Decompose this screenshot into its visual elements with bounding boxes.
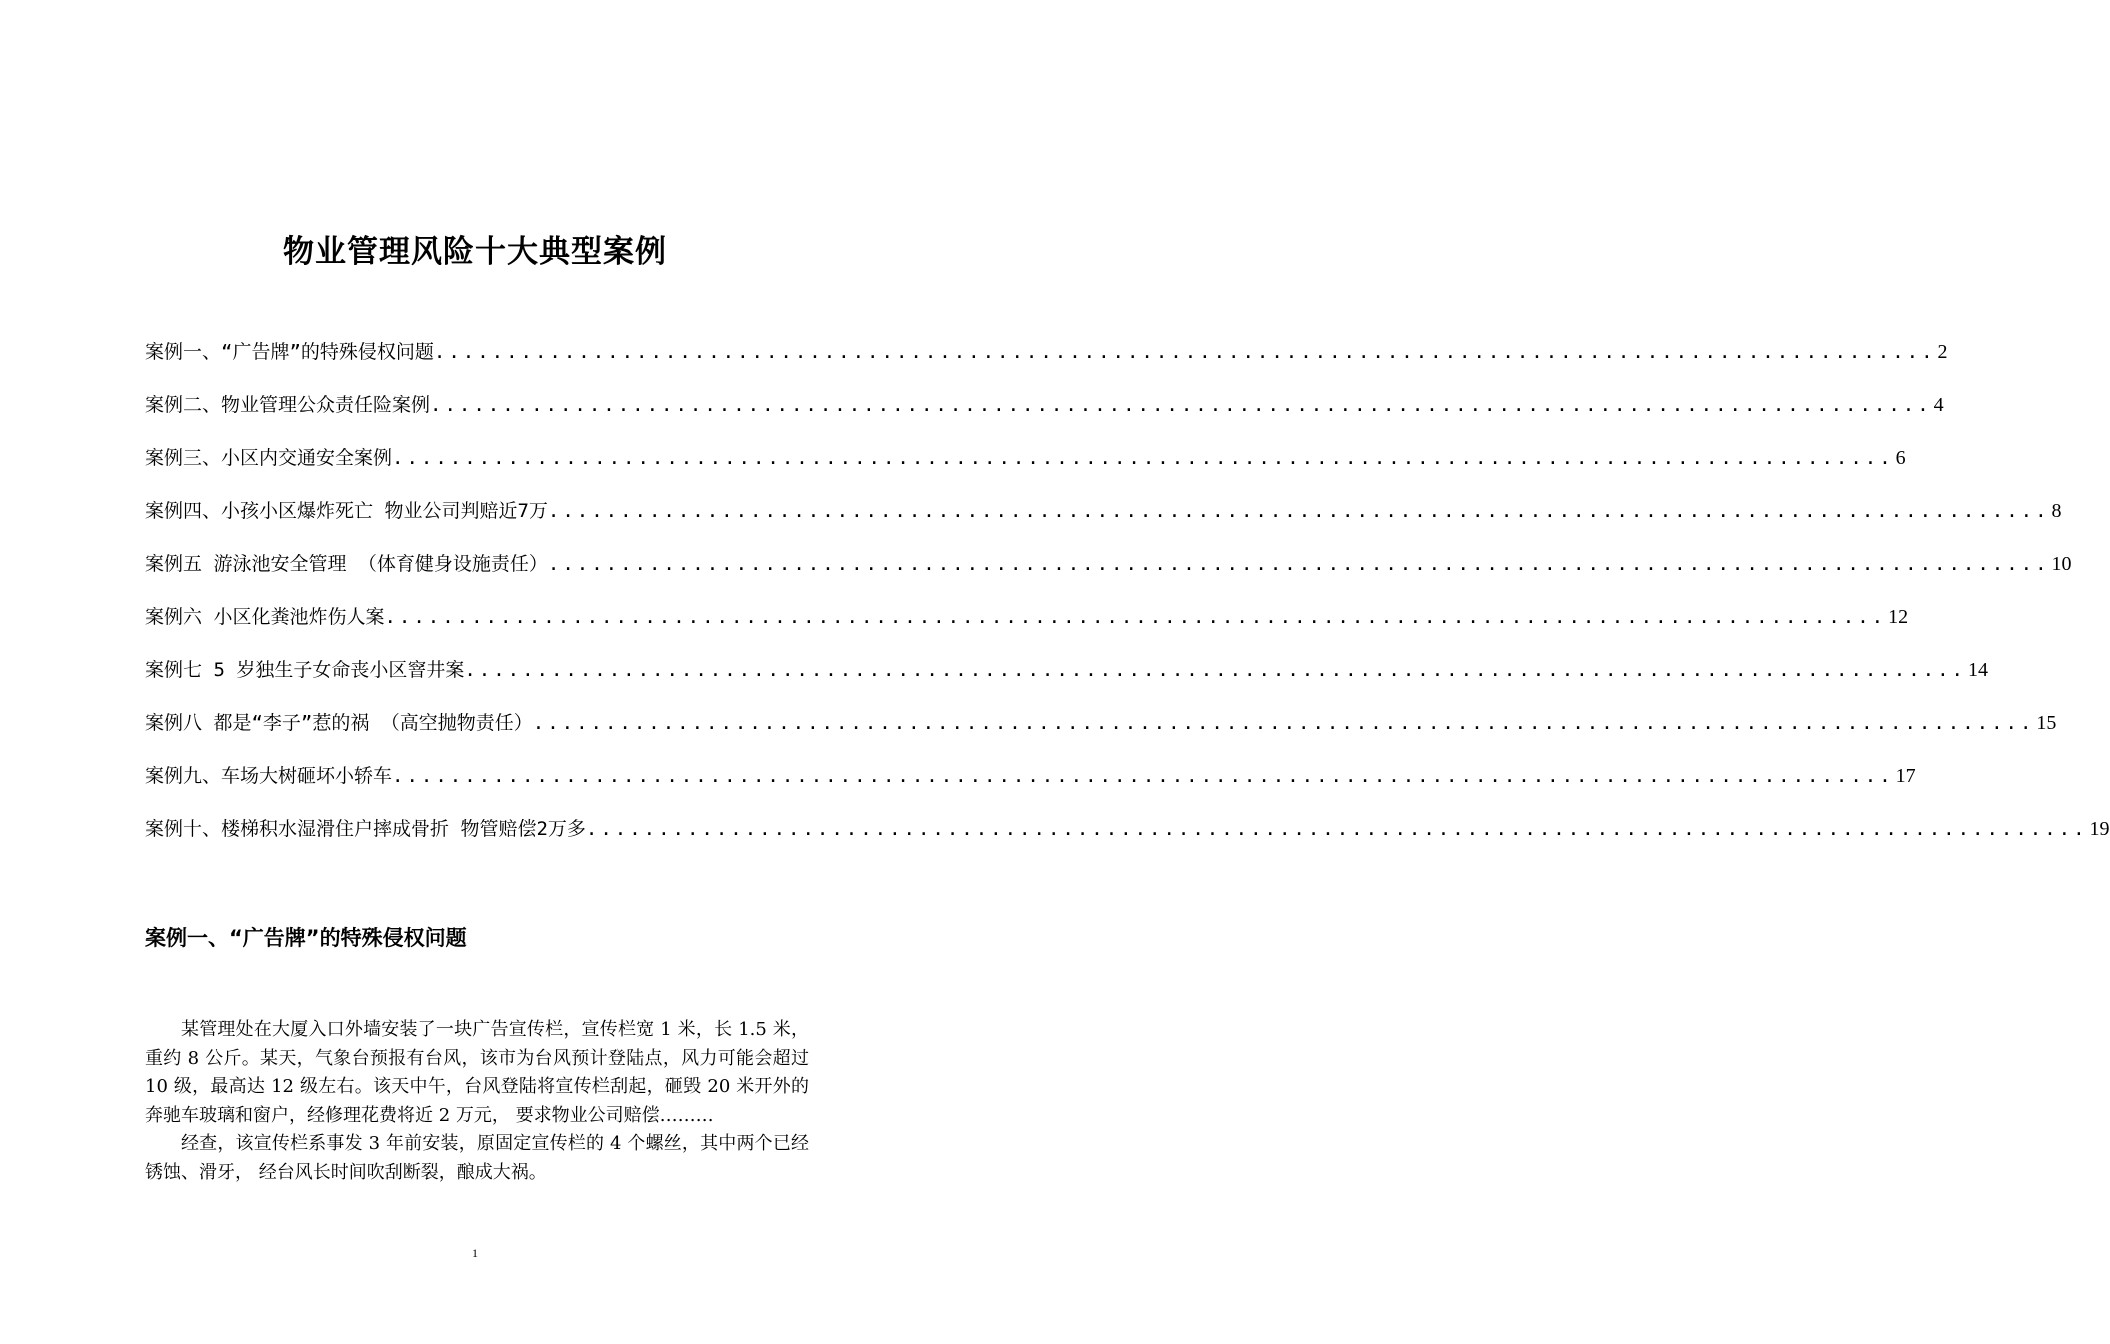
toc-entry[interactable] — [145, 337, 1948, 390]
toc-entry-title: 案例三、小区内交通安全案例 — [145, 447, 393, 469]
body-paragraph: 经查，该宣传栏系事发 3 年前安装，原固定宣传栏的 4 个螺丝，其中两个已经锈蚀、滑牙， 经台风长时间吹刮断裂，酿成大祸。 — [145, 1133, 809, 1183]
toc-leader-dots: ........................................................................................................ — [585, 818, 2088, 840]
toc-leader-dots: ........................................................................................................ — [547, 500, 2050, 522]
toc-entry[interactable] — [145, 496, 2062, 549]
toc-entry-title: 案例九、车场大树砸坏小轿车 — [145, 765, 393, 787]
toc-entry[interactable] — [145, 390, 1944, 443]
toc-entry-page: 2 — [1937, 341, 1948, 363]
toc-leader-dots: ........................................................................................................ — [532, 712, 2035, 734]
toc-entry-title: 案例十、楼梯积水湿滑住户摔成骨折 物管赔偿2万多 — [145, 818, 586, 840]
table-of-contents — [145, 337, 2110, 867]
toc-entry-page: 17 — [1895, 765, 1916, 787]
page-number: 1 — [472, 1246, 478, 1260]
toc-entry-title: 案例五 游泳池安全管理 （体育健身设施责任） — [145, 553, 548, 575]
toc-entry-page: 10 — [2051, 553, 2072, 575]
toc-entry-title: 案例六 小区化粪池炸伤人案 — [145, 606, 385, 628]
toc-entry-page: 12 — [1888, 606, 1909, 628]
toc-leader-dots: ........................................................................................................ — [430, 394, 1932, 416]
toc-leader-dots: ........................................................................................................ — [433, 341, 1936, 363]
toc-entry-title: 案例一、“广告牌”的特殊侵权问题 — [145, 341, 434, 363]
toc-entry-title: 案例四、小孩小区爆炸死亡 物业公司判赔近7万 — [145, 500, 548, 522]
toc-entry-page: 6 — [1895, 447, 1906, 469]
body-paragraph: 某管理处在大厦入口外墙安装了一块广告宣传栏，宣传栏宽 1 米，长 1.5 米，重约 8 公斤。某天，气象台预报有台风，该市为台风预计登陆点，风力可能会超过 10 级，最高达 12 级左右。该天中午，台风登陆将宣传栏刮起，砸毁 20 米开外的奔驰车玻璃和窗户，经修理花费将近 2 万元， 要求物业公司赔偿……… — [145, 1019, 809, 1126]
toc-entry[interactable] — [145, 549, 2072, 602]
toc-entry-page: 15 — [2036, 712, 2057, 734]
toc-entry-title: 案例七 5 岁独生子女命丧小区窨井案 — [145, 659, 465, 681]
toc-entry-page: 19 — [2089, 818, 2110, 840]
toc-leader-dots: ........................................................................................................ — [384, 606, 1887, 628]
toc-entry-title: 案例八 都是“李子”惹的祸 （高空抛物责任） — [145, 712, 533, 734]
toc-entry[interactable] — [145, 708, 2057, 761]
toc-entry[interactable] — [145, 602, 1909, 655]
toc-entry[interactable] — [145, 655, 1988, 708]
toc-leader-dots: ........................................................................................................ — [464, 659, 1966, 681]
toc-entry-title: 案例二、物业管理公众责任险案例 — [145, 394, 431, 416]
toc-entry-page: 14 — [1967, 659, 1988, 681]
toc-entry[interactable] — [145, 443, 1906, 496]
toc-leader-dots: ........................................................................................................ — [547, 553, 2050, 575]
document-title: 物业管理风险十大典型案例 — [283, 234, 667, 270]
toc-leader-dots: ........................................................................................................ — [392, 765, 1894, 787]
toc-entry-page: 8 — [2051, 500, 2062, 522]
toc-entry[interactable] — [145, 814, 2110, 867]
section-body — [145, 1016, 809, 1187]
toc-entry[interactable] — [145, 761, 1916, 814]
section-heading: 案例一、“广告牌”的特殊侵权问题 — [145, 926, 467, 950]
toc-entry-page: 4 — [1933, 394, 1944, 416]
toc-leader-dots: ........................................................................................................ — [392, 447, 1894, 469]
